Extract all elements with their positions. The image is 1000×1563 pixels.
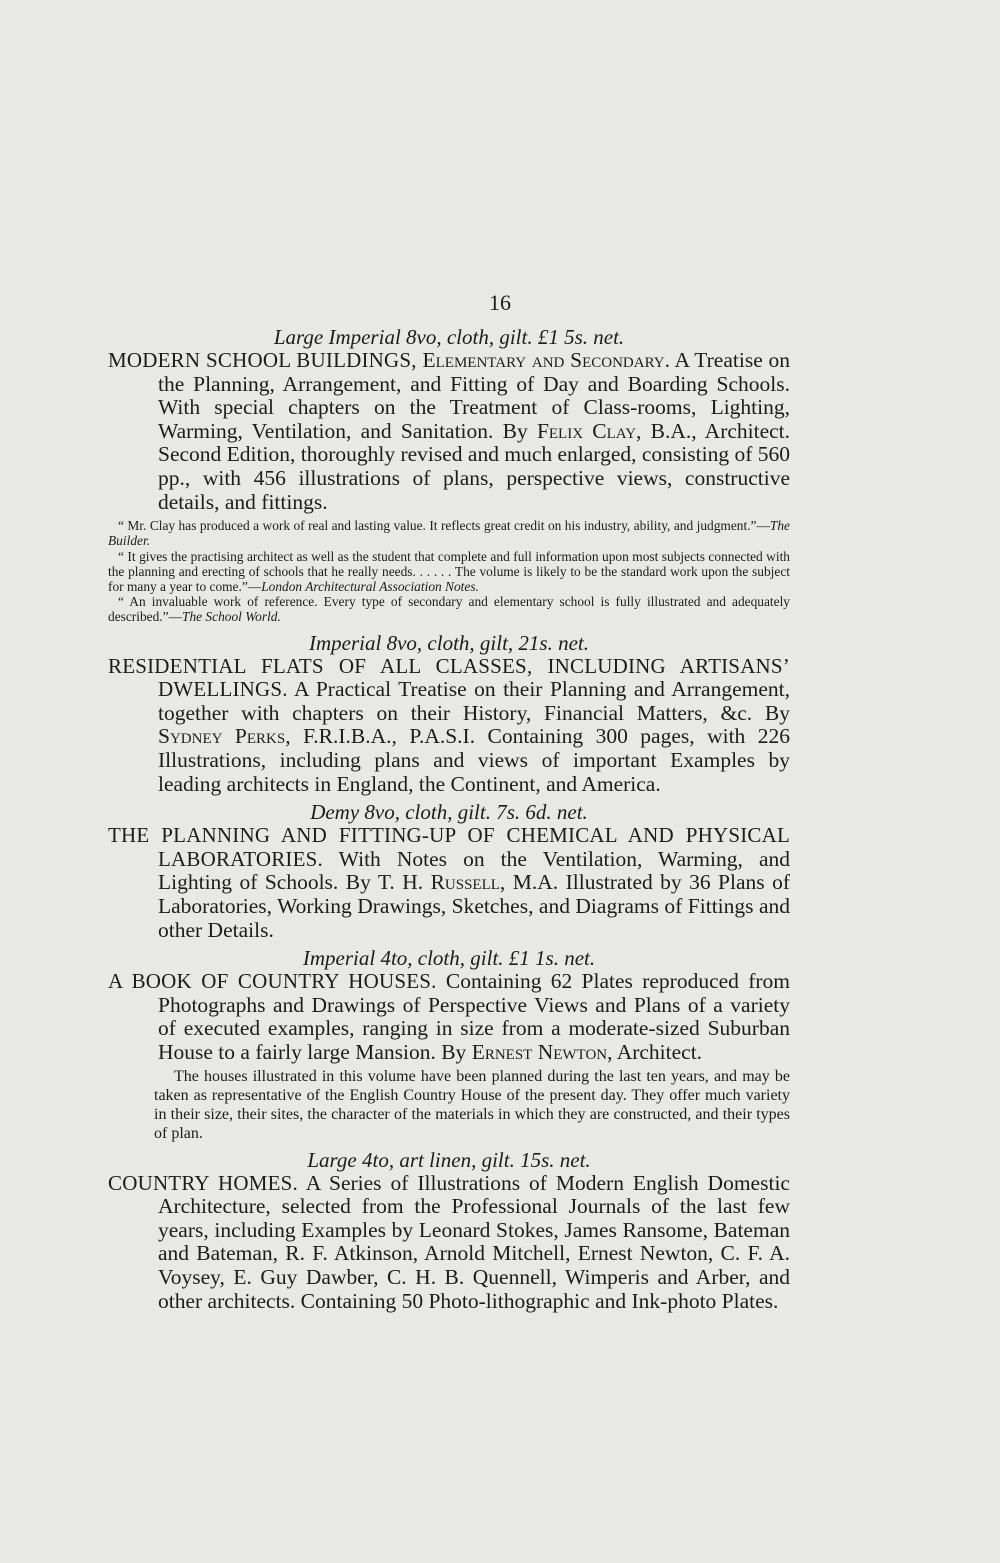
author-name: Sydney Perks, — [158, 724, 291, 749]
price-line: Large 4to, art linen, gilt. 15s. net. — [307, 1147, 591, 1172]
book-description-cont: M.A. Illustrated by 36 Plans of Laboratories, Working Drawings, Sketches, and Diagrams of Fittings and other Details. — [158, 870, 790, 942]
note-text: The houses illustrated in this volume have been planned during the last ten years, and may be taken as representative of the English Country House of the present day. They offer much variety in their size, their sites, the character of the materials in which they are constructed, and their types of plan. — [154, 1068, 790, 1142]
review-quote — [108, 549, 790, 595]
price-line: Imperial 4to, cloth, gilt. £1 1s. net. — [302, 946, 596, 971]
quote-source: The Builder. — [108, 518, 790, 549]
book-title: A BOOK OF COUNTRY HOUSES. — [108, 969, 437, 994]
book-title: MODERN SCHOOL BUILDINGS, — [108, 348, 417, 372]
author-name: Felix Clay, — [536, 418, 642, 443]
book-title: THE PLANNING AND FITTING-UP OF CHEMICAL AND PHYSICAL LABORATORIES. — [108, 823, 790, 871]
quote-source: London Architectural Association Notes. — [261, 578, 479, 594]
book-description: A Treatise on the Planning, Arrangement, and Fitting of Day and Boarding Schools. With special chapters on the Treatment of Class-rooms, Lighting, Warming, Ventilation, and Sanitation. By — [158, 348, 791, 443]
price-line: Demy 8vo, cloth, gilt. 7s. 6d. net. — [310, 800, 588, 825]
review-quote — [108, 594, 790, 624]
quote-text: “ Mr. Clay has produced a work of real and lasting value. It reflects great credit on his industry, ability, and judgment.”— — [118, 518, 770, 534]
book-entry — [108, 1172, 790, 1314]
book-description: A Practical Treatise on their Planning and Arrangement, together with chapters on their History, Financial Matters, &c. By — [158, 677, 790, 725]
book-entry — [108, 349, 790, 514]
catalogue-listing — [108, 325, 790, 1313]
book-description: Containing 62 Plates reproduced from Photographs and Drawings of Perspective Views and Plans of a variety of executed examples, ranging in size from a moderate-sized Suburban House to a fairly large Mansion. By — [158, 969, 791, 1064]
book-description-cont: F.R.I.B.A., P.A.S.I. Containing 300 pages, with 226 Illustrations, including plans and views of important Examples by leading architects in England, the Continent, and America. — [158, 724, 791, 796]
book-title: COUNTRY HOMES. — [108, 1170, 298, 1195]
book-title-subtitle: Elementary and Secondary. — [422, 348, 670, 372]
book-note — [154, 1068, 790, 1143]
page-number: 16 — [489, 290, 511, 315]
book-entry — [108, 970, 790, 1064]
quote-source: The School World. — [182, 609, 281, 625]
price-line: Large Imperial 8vo, cloth, gilt. £1 5s. net. — [273, 325, 625, 349]
quote-text: “ It gives the practising architect as well as the student that complete and full information upon most subjects connected with the planning and erecting of schools that he really needs. . . . . . The volume is likely to be the standard work upon the subject for many a year to come.”— — [108, 548, 790, 594]
book-entry — [108, 824, 790, 942]
price-line: Imperial 8vo, cloth, gilt, 21s. net. — [309, 630, 589, 655]
author-name: Russell, — [430, 870, 506, 895]
book-description-cont: B.A., Architect. Second Edition, thoroughly revised and much enlarged, consisting of 560 pp., with 456 illustrations of plans, perspective views, constructive details, and fittings. — [158, 418, 791, 514]
review-quotes — [108, 518, 790, 624]
review-quote — [108, 518, 790, 548]
book-entry — [108, 655, 790, 797]
quote-text: “ An invaluable work of reference. Every type of secondary and elementary school is fully illustrated and adequately described.”— — [108, 594, 790, 625]
book-description: With Notes on the Ventilation, Warming, and Lighting of Schools. By T. H. — [158, 846, 790, 895]
book-description: A Series of Illustrations of Modern English Domestic Architecture, selected from the Professional Journals of the last few years, including Examples by Leonard Stokes, James Ransome, Bateman and Bateman, R. F. Atkinson, Arnold Mitchell, Ernest Newton, C. F. A. Voysey, E. Guy Dawber, C. H. B. Quennell, Wimperis and Arber, and other architects. Containing 50 Photo-lithographic and Ink-photo Plates. — [158, 1170, 790, 1313]
book-title: RESIDENTIAL FLATS OF ALL CLASSES, INCLUDING ARTISANS’ DWELLINGS. — [108, 653, 790, 702]
book-description-cont: Architect. — [616, 1039, 703, 1064]
author-name: Ernest Newton, — [471, 1039, 613, 1064]
